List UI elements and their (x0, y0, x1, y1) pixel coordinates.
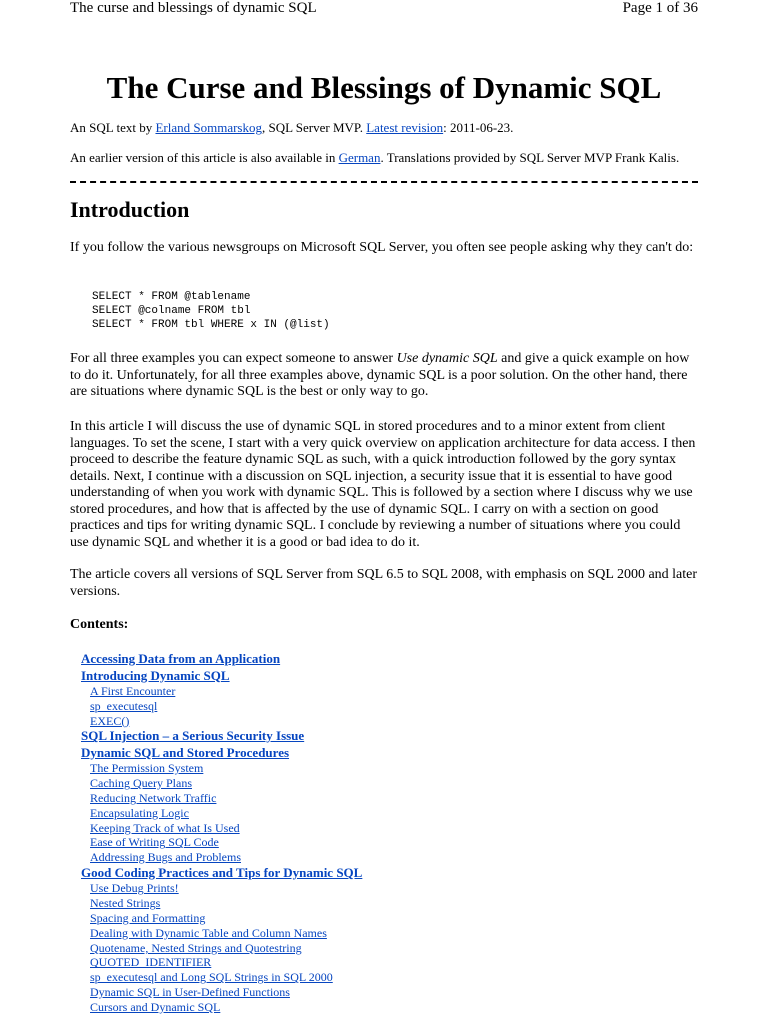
toc-subsection-link[interactable]: A First Encounter (90, 684, 176, 698)
toc-subsection-link[interactable]: Encapsulating Logic (90, 805, 189, 820)
contents-label: Contents: (70, 617, 129, 632)
toc-subsection-link[interactable]: The Permission System (90, 761, 204, 776)
toc-section-link[interactable]: Introducing Dynamic SQL (81, 667, 230, 683)
print-header-page: Page 1 of 36 (622, 0, 698, 16)
section-heading-introduction: Introduction (70, 197, 190, 222)
translation-suffix: . Translations provided by SQL Server MVP Frank Kalis. (380, 150, 680, 165)
toc-section-link[interactable]: SQL Injection – a Serious Security Issue (81, 728, 305, 744)
byline-middle: , SQL Server MVP. (261, 120, 367, 135)
toc-subsection-link[interactable]: Cursors and Dynamic SQL (90, 999, 221, 1014)
dashed-divider (70, 181, 698, 183)
author-link[interactable]: Erland Sommarskog (155, 120, 262, 135)
translation-prefix: An earlier version of this article is also available in (70, 150, 339, 165)
toc-section-link[interactable]: Dynamic SQL and Stored Procedures (81, 744, 290, 760)
toc-subsection-link[interactable]: QUOTED_IDENTIFIER (90, 955, 212, 970)
toc-subsection-link[interactable]: Nested Strings (90, 896, 161, 911)
para2-after: and give a quick example on how to do it. Unfortunately, for all three examples above, dynamic SQL is a poor solution. On the other hand, there are situations where dynamic SQL is the best or only way to go. (70, 351, 690, 399)
toc-subsection-link[interactable]: Addressing Bugs and Problems (90, 850, 241, 865)
toc-section-link[interactable]: Good Coding Practices and Tips for Dynamic SQL (81, 864, 363, 880)
print-header-title: The curse and blessings of dynamic SQL (70, 0, 317, 16)
toc-subsection-link[interactable]: Dealing with Dynamic Table and Column Names (90, 925, 327, 940)
byline-prefix: An SQL text by (70, 120, 156, 135)
intro-paragraph: If you follow the various newsgroups on Microsoft SQL Server, you often see people asking why they can't do: (70, 240, 694, 255)
code-line: SELECT @colname FROM tbl (92, 305, 251, 317)
german-version-link[interactable]: German (338, 150, 381, 165)
toc-subsection-link[interactable]: Dynamic SQL in User-Defined Functions (90, 985, 290, 1000)
toc-subsection-link[interactable]: Quotename, Nested Strings and Quotestring (90, 940, 302, 955)
code-line: SELECT * FROM tbl WHERE x IN (@list) (92, 319, 330, 331)
toc-subsection-link[interactable]: sp_executesql and Long SQL Strings in SQL 2000 (90, 970, 333, 985)
code-line: SELECT * FROM @tablename (92, 291, 251, 303)
toc-subsection-link[interactable]: Spacing and Formatting (90, 911, 206, 926)
toc-subsection-link[interactable]: EXEC() (90, 713, 130, 728)
paragraph-dynamic-sql-answer (70, 351, 698, 401)
toc-subsection-link[interactable]: Keeping Track of what Is Used (90, 820, 240, 835)
latest-revision-link[interactable]: Latest revision (366, 120, 444, 135)
paragraph-versions: The article covers all versions of SQL Server from SQL 6.5 to SQL 2008, with emphasis on SQL 2000 and later versions. (70, 567, 698, 599)
paragraph-article-overview: In this article I will discuss the use of dynamic SQL in stored procedures and to a minor extent from client languages. To set the scene, I start with a very quick overview on application architecture for data access. I then proceed to describe the feature dynamic SQL as such, with a quick introduction followed by the gory syntax details. Next, I continue with a discussion on SQL injection, a security issue that it is essential to have good understanding of when you work with dynamic SQL. This is followed by a section where I discuss why we use stored procedures, and how that is affected by the use of dynamic SQL. I carry on with a section on good practices and tips for writing dynamic SQL. I conclude by reviewing a number of situations where you could use dynamic SQL and whether it is a good or bad idea to do it. (70, 419, 696, 550)
byline-revision-date: : 2011-06-23. (443, 120, 514, 135)
table-of-contents (81, 651, 362, 1015)
article-title: The Curse and Blessings of Dynamic SQL (106, 70, 662, 105)
code-sample (92, 290, 330, 332)
para2-emphasis: Use dynamic SQL (396, 351, 498, 366)
byline (70, 120, 710, 136)
translation-note (70, 150, 710, 166)
toc-section-link[interactable]: Accessing Data from an Application (81, 651, 281, 666)
toc-subsection-link[interactable]: Reducing Network Traffic (90, 790, 217, 805)
toc-subsection-link[interactable]: Ease of Writing SQL Code (90, 835, 219, 850)
toc-subsection-link[interactable]: sp_executesql (90, 698, 158, 713)
toc-subsection-link[interactable]: Caching Query Plans (90, 776, 192, 791)
toc-subsection-link[interactable]: Use Debug Prints! (90, 881, 179, 896)
para2-before: For all three examples you can expect someone to answer (70, 351, 397, 366)
